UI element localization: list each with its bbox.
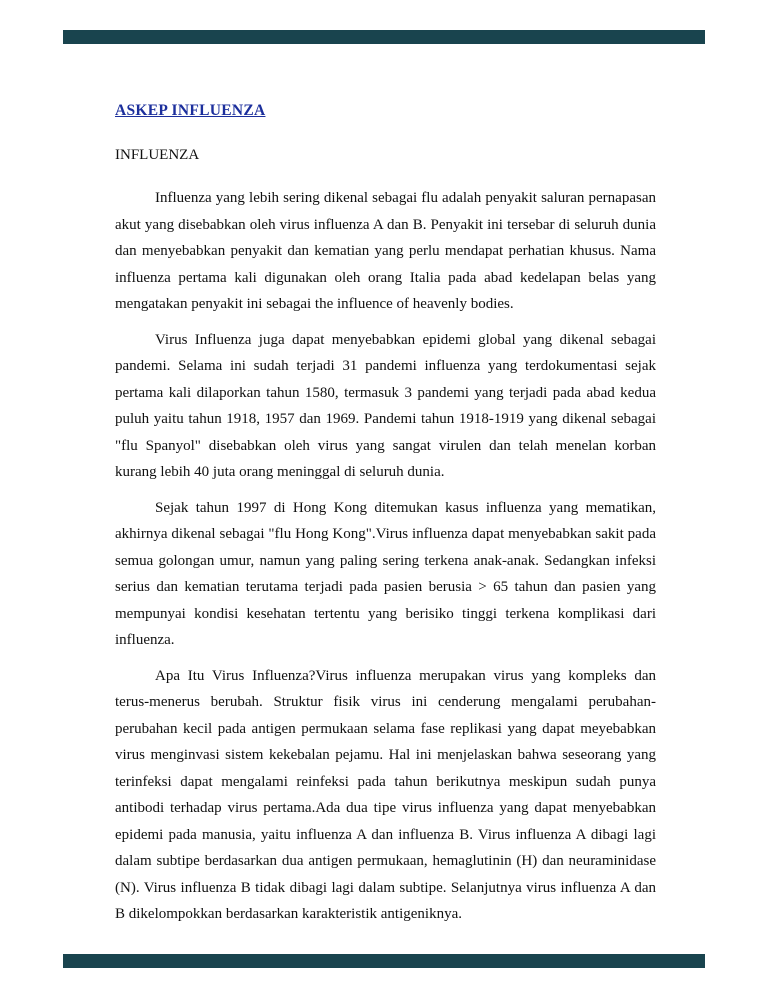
page-top-bar [63, 30, 705, 44]
paragraph-1: Influenza yang lebih sering dikenal sebagai flu adalah penyakit saluran pernapasan akut yang disebabkan oleh virus influenza A dan B. Penyakit ini tersebar di seluruh dunia dan menyebabkan penyakit dan kematian yang perlu mendapat perhatian khusus. Nama influenza pertama kali digunakan oleh orang Italia pada abad kedelapan belas yang mengatakan penyakit ini sebagai the influence of heavenly bodies. [115, 190, 656, 312]
paragraph-2: Virus Influenza juga dapat menyebabkan epidemi global yang dikenal sebagai pandemi. Selama ini sudah terjadi 31 pandemi influenza yang terdokumentasi sejak pertama kali dilaporkan tahun 1580, termasuk 3 pandemi yang terjadi pada abad kedua puluh yaitu tahun 1918, 1957 dan 1969. Pandemi tahun 1918-1919 yang dikenal sebagai "flu Spanyol" disebabkan oleh virus yang sangat virulen dan telah menelan korban kurang lebih 40 juta orang meninggal di seluruh dunia. [115, 331, 656, 480]
section-heading: INFLUENZA [115, 147, 200, 163]
document-content [115, 101, 656, 937]
page-bottom-bar [63, 954, 705, 968]
paragraph-3: Sejak tahun 1997 di Hong Kong ditemukan kasus influenza yang mematikan, akhirnya dikenal sebagai "flu Hong Kong".Virus influenza dapat menyebabkan sakit pada semua golongan umur, namun yang paling sering terkena anak-anak. Sedangkan infeksi serius dan kematian terutama terjadi pada pasien berusia > 65 tahun dan pasien yang mempunyai kondisi kesehatan tertentu yang berisiko tinggi terkena komplikasi dari influenza. [115, 499, 656, 648]
paragraph-4: Apa Itu Virus Influenza?Virus influenza merupakan virus yang kompleks dan terus-menerus berubah. Struktur fisik virus ini cenderung mengalami perubahan-perubahan kecil pada antigen permukaan selama fase replikasi yang dapat meyebabkan virus menginvasi sistem kekebalan pejamu. Hal ini menjelaskan bahwa seseorang yang terinfeksi dapat mengalami reinfeksi pada tahun berikutnya meskipun sudah punya antibodi terhadap virus pertama.Ada dua tipe virus influenza yang dapat menyebabkan epidemi pada manusia, yaitu influenza A dan influenza B. Virus influenza A dibagi lagi dalam subtipe berdasarkan dua antigen permukaan, hemaglutinin (H) dan neuraminidase (N). Virus influenza B tidak dibagi lagi dalam subtipe. Selanjutnya virus influenza A dan B dikelompokkan berdasarkan karakteristik antigeniknya. [115, 667, 656, 922]
document-title: ASKEP INFLUENZA [115, 102, 266, 119]
